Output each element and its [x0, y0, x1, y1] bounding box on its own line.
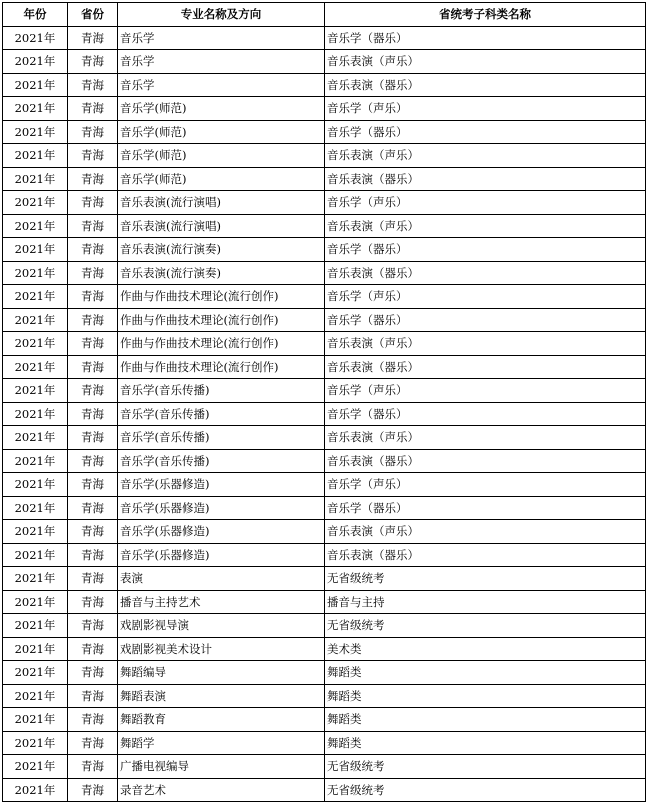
- cell-year: 2021年: [3, 449, 68, 473]
- cell-subcategory: 音乐表演（声乐）: [325, 332, 646, 356]
- cell-subcategory: 美术类: [325, 637, 646, 661]
- cell-province: 青海: [68, 332, 118, 356]
- cell-year: 2021年: [3, 473, 68, 497]
- cell-major: 作曲与作曲技术理论(流行创作): [118, 308, 325, 332]
- cell-major: 作曲与作曲技术理论(流行创作): [118, 285, 325, 309]
- cell-major: 舞蹈表演: [118, 684, 325, 708]
- cell-province: 青海: [68, 778, 118, 802]
- cell-subcategory: 音乐学（声乐）: [325, 379, 646, 403]
- cell-subcategory: 音乐表演（声乐）: [325, 214, 646, 238]
- cell-province: 青海: [68, 308, 118, 332]
- cell-major: 作曲与作曲技术理论(流行创作): [118, 355, 325, 379]
- cell-subcategory: 音乐学（声乐）: [325, 473, 646, 497]
- table-row: [3, 637, 646, 661]
- cell-major: 戏剧影视导演: [118, 614, 325, 638]
- cell-subcategory: 音乐学（声乐）: [325, 285, 646, 309]
- table-row: [3, 567, 646, 591]
- cell-subcategory: 音乐学（器乐）: [325, 308, 646, 332]
- cell-year: 2021年: [3, 26, 68, 50]
- cell-major: 音乐学(师范): [118, 97, 325, 121]
- cell-province: 青海: [68, 449, 118, 473]
- table-row: [3, 285, 646, 309]
- table-row: [3, 684, 646, 708]
- cell-major: 音乐表演(流行演唱): [118, 191, 325, 215]
- cell-subcategory: 音乐学（器乐）: [325, 496, 646, 520]
- cell-province: 青海: [68, 426, 118, 450]
- cell-province: 青海: [68, 285, 118, 309]
- cell-subcategory: 播音与主持: [325, 590, 646, 614]
- cell-year: 2021年: [3, 590, 68, 614]
- cell-major: 音乐表演(流行演奏): [118, 238, 325, 262]
- cell-province: 青海: [68, 755, 118, 779]
- table-row: [3, 731, 646, 755]
- table-row: [3, 661, 646, 685]
- cell-year: 2021年: [3, 167, 68, 191]
- cell-year: 2021年: [3, 308, 68, 332]
- cell-major: 舞蹈编导: [118, 661, 325, 685]
- cell-year: 2021年: [3, 520, 68, 544]
- cell-subcategory: 音乐表演（声乐）: [325, 50, 646, 74]
- cell-subcategory: 音乐表演（声乐）: [325, 520, 646, 544]
- cell-major: 音乐学: [118, 73, 325, 97]
- cell-year: 2021年: [3, 355, 68, 379]
- cell-year: 2021年: [3, 214, 68, 238]
- cell-year: 2021年: [3, 614, 68, 638]
- cell-year: 2021年: [3, 97, 68, 121]
- table-row: [3, 520, 646, 544]
- cell-subcategory: 无省级统考: [325, 778, 646, 802]
- cell-province: 青海: [68, 637, 118, 661]
- table-row: [3, 26, 646, 50]
- cell-province: 青海: [68, 214, 118, 238]
- cell-subcategory: 舞蹈类: [325, 731, 646, 755]
- cell-year: 2021年: [3, 684, 68, 708]
- cell-province: 青海: [68, 355, 118, 379]
- cell-year: 2021年: [3, 543, 68, 567]
- cell-subcategory: 音乐表演（器乐）: [325, 355, 646, 379]
- cell-year: 2021年: [3, 285, 68, 309]
- table-row: [3, 308, 646, 332]
- cell-subcategory: 无省级统考: [325, 614, 646, 638]
- cell-province: 青海: [68, 26, 118, 50]
- cell-major: 音乐学(音乐传播): [118, 426, 325, 450]
- cell-major: 音乐学(师范): [118, 144, 325, 168]
- table-row: [3, 402, 646, 426]
- table-row: [3, 261, 646, 285]
- table-row: [3, 214, 646, 238]
- table-row: [3, 449, 646, 473]
- cell-major: 表演: [118, 567, 325, 591]
- cell-year: 2021年: [3, 261, 68, 285]
- cell-subcategory: 舞蹈类: [325, 684, 646, 708]
- cell-major: 播音与主持艺术: [118, 590, 325, 614]
- cell-major: 作曲与作曲技术理论(流行创作): [118, 332, 325, 356]
- cell-province: 青海: [68, 731, 118, 755]
- cell-year: 2021年: [3, 496, 68, 520]
- cell-subcategory: 音乐表演（器乐）: [325, 73, 646, 97]
- cell-subcategory: 音乐表演（器乐）: [325, 261, 646, 285]
- cell-province: 青海: [68, 261, 118, 285]
- cell-province: 青海: [68, 402, 118, 426]
- cell-year: 2021年: [3, 402, 68, 426]
- cell-province: 青海: [68, 191, 118, 215]
- cell-year: 2021年: [3, 120, 68, 144]
- cell-province: 青海: [68, 543, 118, 567]
- header-subcategory: 省统考子科类名称: [325, 3, 646, 27]
- cell-year: 2021年: [3, 637, 68, 661]
- table-row: [3, 473, 646, 497]
- cell-subcategory: 音乐学（器乐）: [325, 238, 646, 262]
- cell-major: 音乐学(音乐传播): [118, 379, 325, 403]
- cell-major: 音乐学(师范): [118, 167, 325, 191]
- cell-major: 音乐学(音乐传播): [118, 402, 325, 426]
- table-row: [3, 496, 646, 520]
- header-row: [3, 3, 646, 27]
- cell-year: 2021年: [3, 426, 68, 450]
- cell-major: 录音艺术: [118, 778, 325, 802]
- table-row: [3, 355, 646, 379]
- table-row: [3, 50, 646, 74]
- cell-province: 青海: [68, 684, 118, 708]
- cell-year: 2021年: [3, 661, 68, 685]
- cell-year: 2021年: [3, 238, 68, 262]
- cell-major: 音乐学(乐器修造): [118, 496, 325, 520]
- table-row: [3, 590, 646, 614]
- cell-subcategory: 舞蹈类: [325, 661, 646, 685]
- table-row: [3, 543, 646, 567]
- cell-province: 青海: [68, 238, 118, 262]
- cell-major: 舞蹈学: [118, 731, 325, 755]
- cell-province: 青海: [68, 614, 118, 638]
- cell-subcategory: 音乐学（声乐）: [325, 97, 646, 121]
- table-row: [3, 144, 646, 168]
- table-row: [3, 238, 646, 262]
- header-year: 年份: [3, 3, 68, 27]
- cell-subcategory: 无省级统考: [325, 567, 646, 591]
- table-body: [3, 26, 646, 802]
- cell-subcategory: 音乐学（器乐）: [325, 402, 646, 426]
- cell-year: 2021年: [3, 379, 68, 403]
- table-row: [3, 379, 646, 403]
- cell-province: 青海: [68, 708, 118, 732]
- cell-province: 青海: [68, 661, 118, 685]
- cell-major: 音乐学(师范): [118, 120, 325, 144]
- cell-province: 青海: [68, 73, 118, 97]
- cell-year: 2021年: [3, 144, 68, 168]
- cell-major: 音乐学: [118, 26, 325, 50]
- admissions-table: [2, 2, 646, 802]
- cell-year: 2021年: [3, 755, 68, 779]
- cell-subcategory: 音乐表演（声乐）: [325, 144, 646, 168]
- cell-subcategory: 音乐表演（器乐）: [325, 543, 646, 567]
- table-row: [3, 191, 646, 215]
- table-row: [3, 73, 646, 97]
- header-province: 省份: [68, 3, 118, 27]
- header-major: 专业名称及方向: [118, 3, 325, 27]
- cell-province: 青海: [68, 590, 118, 614]
- cell-major: 戏剧影视美术设计: [118, 637, 325, 661]
- cell-year: 2021年: [3, 73, 68, 97]
- cell-subcategory: 音乐学（器乐）: [325, 120, 646, 144]
- table-row: [3, 778, 646, 802]
- cell-major: 舞蹈教育: [118, 708, 325, 732]
- cell-subcategory: 无省级统考: [325, 755, 646, 779]
- cell-year: 2021年: [3, 731, 68, 755]
- cell-major: 音乐学(乐器修造): [118, 543, 325, 567]
- cell-year: 2021年: [3, 778, 68, 802]
- cell-province: 青海: [68, 379, 118, 403]
- cell-subcategory: 音乐学（器乐）: [325, 26, 646, 50]
- cell-major: 音乐学(音乐传播): [118, 449, 325, 473]
- cell-province: 青海: [68, 496, 118, 520]
- cell-province: 青海: [68, 567, 118, 591]
- cell-year: 2021年: [3, 567, 68, 591]
- cell-year: 2021年: [3, 191, 68, 215]
- table-row: [3, 614, 646, 638]
- cell-province: 青海: [68, 120, 118, 144]
- cell-major: 音乐学(乐器修造): [118, 520, 325, 544]
- cell-major: 音乐学(乐器修造): [118, 473, 325, 497]
- cell-year: 2021年: [3, 50, 68, 74]
- cell-year: 2021年: [3, 332, 68, 356]
- cell-subcategory: 音乐学（声乐）: [325, 191, 646, 215]
- cell-subcategory: 音乐表演（器乐）: [325, 167, 646, 191]
- cell-province: 青海: [68, 144, 118, 168]
- cell-major: 音乐表演(流行演唱): [118, 214, 325, 238]
- table-row: [3, 332, 646, 356]
- cell-province: 青海: [68, 50, 118, 74]
- cell-province: 青海: [68, 97, 118, 121]
- cell-subcategory: 舞蹈类: [325, 708, 646, 732]
- cell-year: 2021年: [3, 708, 68, 732]
- cell-province: 青海: [68, 167, 118, 191]
- table-row: [3, 755, 646, 779]
- table-row: [3, 708, 646, 732]
- cell-subcategory: 音乐表演（器乐）: [325, 449, 646, 473]
- table-row: [3, 120, 646, 144]
- cell-major: 广播电视编导: [118, 755, 325, 779]
- cell-province: 青海: [68, 520, 118, 544]
- cell-subcategory: 音乐表演（声乐）: [325, 426, 646, 450]
- table-row: [3, 426, 646, 450]
- cell-major: 音乐表演(流行演奏): [118, 261, 325, 285]
- table-row: [3, 167, 646, 191]
- table-row: [3, 97, 646, 121]
- cell-major: 音乐学: [118, 50, 325, 74]
- cell-province: 青海: [68, 473, 118, 497]
